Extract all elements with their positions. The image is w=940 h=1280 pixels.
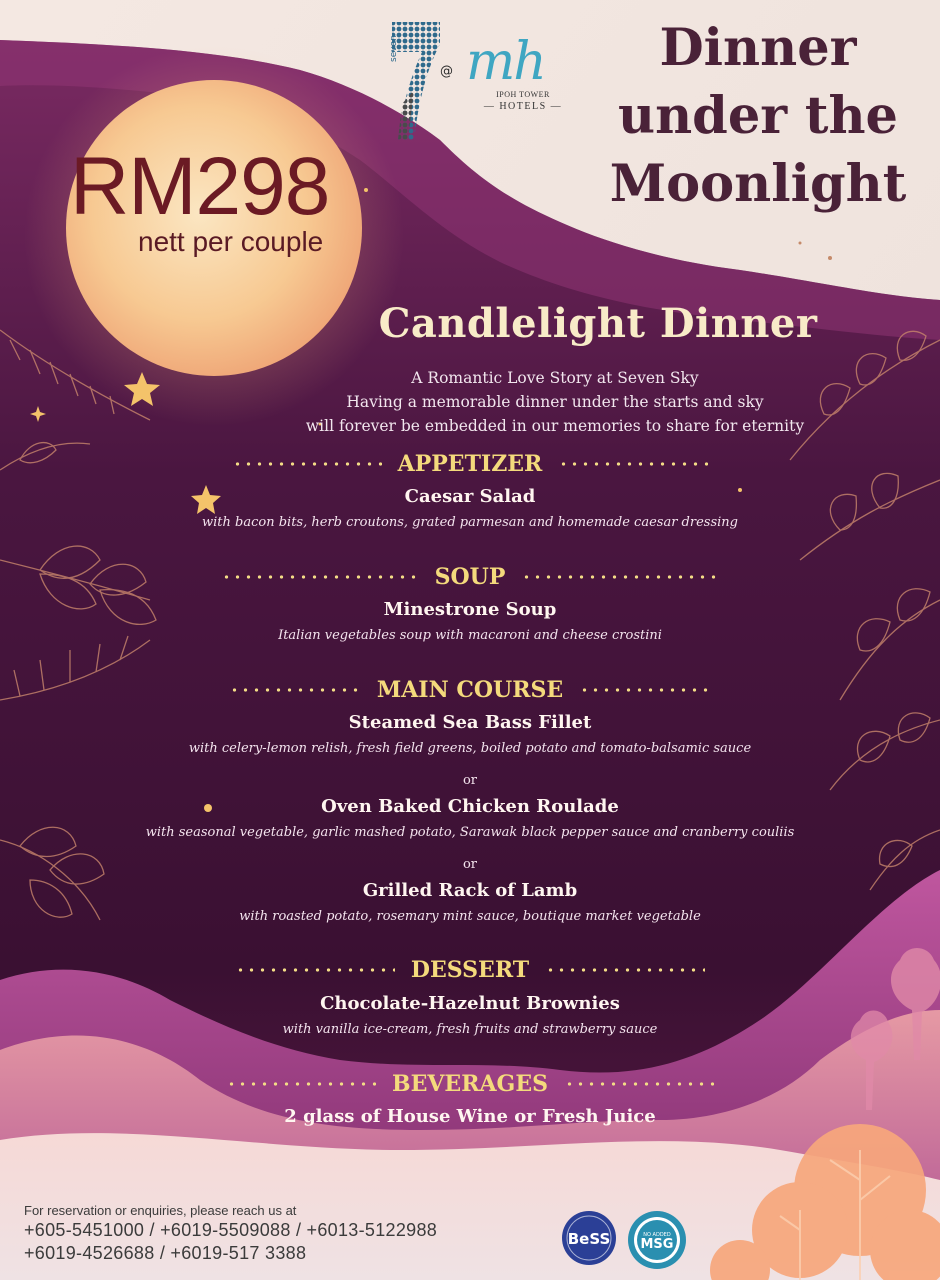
section-label: BEVERAGES	[392, 1071, 548, 1097]
logo-subtitle-hotels: — HOTELS —	[483, 101, 563, 112]
msg-badge-subtext: NO ADDED	[643, 1232, 671, 1238]
intro-line: A Romantic Love Story at Seven Sky	[411, 369, 699, 387]
dotted-divider-right	[564, 1082, 714, 1086]
dish-description: with vanilla ice-cream, fresh fruits and strawberry sauce	[282, 1022, 658, 1037]
dish-name: Caesar Salad	[404, 486, 536, 507]
section-label: MAIN COURSE	[376, 677, 564, 703]
dotted-divider-right	[558, 462, 708, 466]
dotted-divider-right	[545, 968, 705, 972]
section-heading-appetizer	[0, 451, 940, 481]
bess-badge-icon	[560, 1209, 618, 1267]
bess-badge-text: BeSS	[567, 1230, 611, 1248]
dish-description: Italian vegetables soup with macaroni and cheese crostini	[278, 628, 662, 643]
dotted-divider-left	[221, 575, 419, 579]
dish-name: Grilled Rack of Lamb	[362, 880, 578, 901]
dish-description: with roasted potato, rosemary mint sauce, boutique market vegetable	[239, 909, 701, 924]
phone-numbers-line-2[interactable]: +6019-4526688 / +6019-517 3388	[24, 1243, 307, 1263]
intro-text	[85, 366, 940, 438]
price-note: nett per couple	[138, 226, 324, 257]
section-heading-main-course	[0, 677, 940, 707]
dish-description: with seasonal vegetable, garlic mashed potato, Sarawak black pepper sauce and cranberry couliis	[145, 825, 795, 840]
section-heading-beverages	[0, 1071, 940, 1101]
dotted-divider-right	[579, 688, 711, 692]
section-heading-soup	[0, 564, 940, 594]
headline-line-3: Moonlight	[609, 154, 907, 214]
logo-subtitle-location: IPOH TOWER	[496, 90, 550, 99]
dotted-divider-left	[226, 1082, 376, 1086]
section-label: APPETIZER	[397, 451, 543, 477]
dish-name: Chocolate-Hazelnut Brownies	[320, 993, 620, 1014]
dotted-divider-left	[235, 968, 395, 972]
dish-name: 2 glass of House Wine or Fresh Juice	[284, 1106, 656, 1127]
dish-name: Oven Baked Chicken Roulade	[321, 796, 619, 817]
dish-description: with celery-lemon relish, fresh field greens, boiled potato and tomato-balsamic sauce	[188, 741, 752, 756]
phone-numbers-line-1[interactable]: +605-5451000 / +6019-5509088 / +6013-5122988	[24, 1220, 438, 1240]
dotted-divider-left	[229, 688, 361, 692]
dish-description: with bacon bits, herb croutons, grated parmesan and homemade caesar dressing	[202, 515, 738, 530]
section-label: DESSERT	[410, 957, 530, 983]
reservation-lead: For reservation or enquiries, please reach us at	[24, 1203, 297, 1218]
logo-at-sign: @	[440, 64, 453, 79]
seven-logo-icon	[378, 20, 440, 142]
or-separator: or	[462, 773, 478, 788]
intro-line: Having a memorable dinner under the starts and sky	[346, 393, 764, 411]
intro-line: will forever be embedded in our memories to share for eternity	[305, 417, 805, 435]
mh-hotels-logo: mh	[466, 32, 545, 92]
section-label: SOUP	[434, 564, 506, 590]
section-heading-dessert	[0, 957, 940, 987]
dotted-divider-right	[521, 575, 719, 579]
msg-badge-text: MSG	[640, 1237, 674, 1252]
page-title: Candlelight Dinner	[378, 300, 818, 347]
seven-logo-text: seven	[389, 35, 399, 62]
dotted-divider-left	[232, 462, 382, 466]
or-separator: or	[462, 857, 478, 872]
no-msg-badge-icon	[626, 1209, 688, 1271]
headline-line-1: Dinner	[659, 18, 857, 78]
price-amount: RM298	[70, 141, 330, 232]
headline	[598, 14, 918, 218]
dish-name: Steamed Sea Bass Fillet	[348, 712, 592, 733]
reservation-info	[24, 1203, 437, 1265]
headline-line-2: under the	[618, 86, 898, 146]
dish-name: Minestrone Soup	[383, 599, 557, 620]
